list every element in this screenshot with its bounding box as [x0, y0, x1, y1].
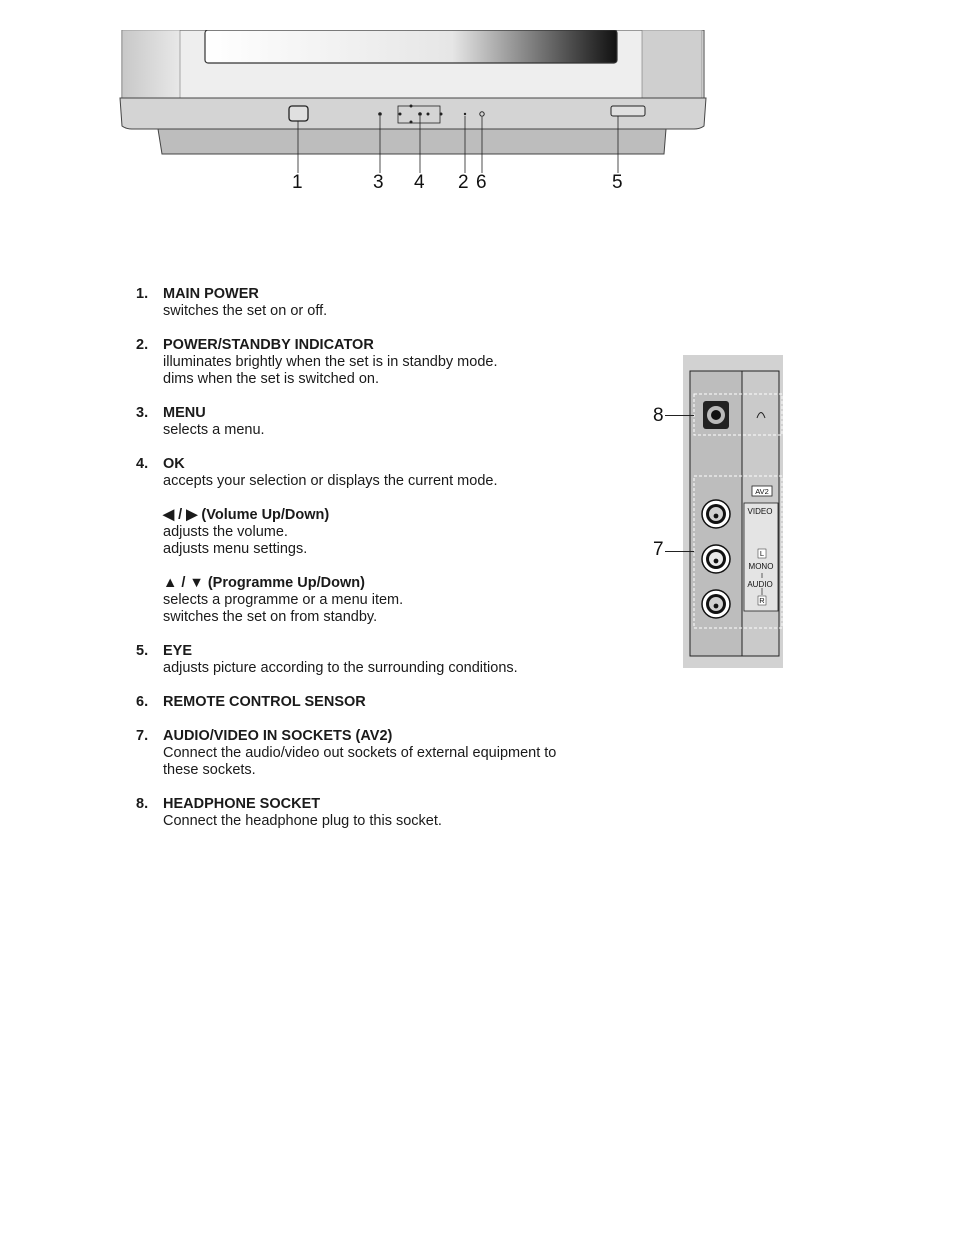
- callout-7: 7: [653, 539, 664, 560]
- item-title: OK: [163, 456, 185, 472]
- item-title: HEADPHONE SOCKET: [163, 796, 321, 812]
- item-text: accepts your selection or displays the current mode.: [163, 473, 498, 489]
- right-channel-label: R: [759, 596, 765, 605]
- list-item-main-power: [136, 286, 606, 320]
- item-title: MENU: [163, 405, 206, 421]
- controls-description-list: [136, 286, 606, 847]
- list-item-av-in-sockets: [136, 728, 606, 779]
- item-number: 6.: [136, 694, 149, 710]
- callout-4: 4: [414, 172, 425, 193]
- item-number: 1.: [136, 286, 149, 302]
- item-number: 3.: [136, 405, 149, 421]
- item-text: Connect the headphone plug to this socket.: [163, 813, 442, 829]
- av2-label: AV2: [755, 487, 769, 496]
- callout-1: 1: [292, 172, 303, 193]
- item-number: 8.: [136, 796, 149, 812]
- programme-subsection: [163, 575, 606, 626]
- callout-8: 8: [653, 405, 664, 426]
- item-title: POWER/STANDBY INDICATOR: [163, 337, 374, 353]
- side-panel-illustration: [683, 355, 783, 668]
- callout-5: 5: [612, 172, 623, 193]
- list-item-headphone-socket: [136, 796, 606, 830]
- item-number: 7.: [136, 728, 149, 744]
- item-number: 4.: [136, 456, 149, 472]
- item-number: 2.: [136, 337, 149, 353]
- item-text: selects a programme or a menu item.: [163, 592, 404, 608]
- item-text: dims when the set is switched on.: [163, 371, 379, 387]
- side-panel-drawing: [683, 355, 783, 668]
- item-title: MAIN POWER: [163, 286, 259, 302]
- item-text: switches the set on or off.: [163, 303, 328, 319]
- list-item-remote-control-sensor: [136, 694, 606, 711]
- item-title: EYE: [163, 643, 193, 659]
- item-number: 5.: [136, 643, 149, 659]
- left-channel-label: L: [759, 549, 765, 558]
- item-text: adjusts picture according to the surrounding conditions.: [163, 660, 518, 676]
- item-text: Connect the audio/video out sockets of external equipment to: [163, 745, 557, 761]
- mono-label: MONO: [748, 562, 774, 571]
- item-text: switches the set on from standby.: [163, 609, 378, 625]
- list-item-menu: [136, 405, 606, 439]
- audio-label: AUDIO: [747, 580, 773, 589]
- callout-7-leader: [665, 551, 694, 552]
- callout-3: 3: [373, 172, 384, 193]
- item-text: adjusts the volume.: [163, 524, 288, 540]
- callout-2: 2: [458, 172, 469, 193]
- callout-6: 6: [476, 172, 487, 193]
- item-text: these sockets.: [163, 762, 256, 778]
- video-label: VIDEO: [747, 507, 773, 516]
- item-text: adjusts menu settings.: [163, 541, 308, 557]
- list-item-power-standby-indicator: [136, 337, 606, 388]
- volume-subsection: [163, 507, 606, 558]
- list-item-ok: [136, 456, 606, 626]
- list-item-eye: [136, 643, 606, 677]
- item-text: illuminates brightly when the set is in standby mode.: [163, 354, 498, 370]
- item-text: selects a menu.: [163, 422, 265, 438]
- item-title: AUDIO/VIDEO IN SOCKETS (AV2): [163, 728, 393, 744]
- callout-8-leader: [665, 415, 694, 416]
- item-title: REMOTE CONTROL SENSOR: [163, 694, 366, 710]
- subsection-title: ◀ / ▶ (Volume Up/Down): [163, 507, 330, 523]
- subsection-title: ▲ / ▼ (Programme Up/Down): [163, 575, 365, 591]
